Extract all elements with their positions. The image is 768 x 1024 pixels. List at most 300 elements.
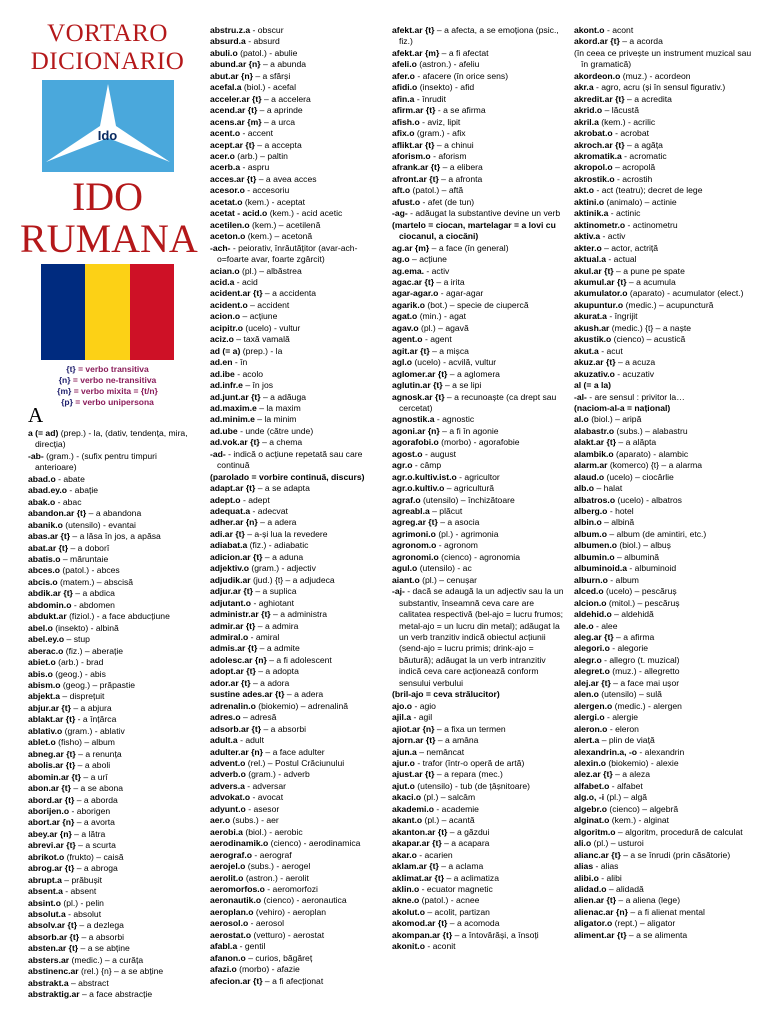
entry-definition: (kem.) - aceptat: [242, 196, 306, 207]
entry-definition: (kem.) - alginat: [609, 815, 670, 826]
dictionary-entry: [210, 277, 386, 288]
entry-definition: – a acredita: [624, 93, 672, 104]
dictionary-entry: [574, 747, 754, 758]
entry-definition: – a afronta: [438, 173, 483, 184]
dictionary-entry: [210, 666, 386, 677]
entry-headword: alen.o: [574, 689, 599, 700]
dictionary-entry: [210, 827, 386, 838]
entry-headword: aeronautik.o: [210, 895, 262, 906]
entry-headword: abandon.ar {t}: [28, 508, 87, 519]
dictionary-entry: [574, 827, 754, 838]
entry-headword: ad.vok.ar {t}: [210, 437, 260, 448]
entry-headword: alergen.o: [574, 700, 613, 711]
entry-definition: (utensilo) – închizătoare: [420, 494, 515, 505]
entry-definition: (medic.) - alergen: [612, 700, 682, 711]
entry-definition: – măruntaie: [60, 553, 109, 564]
dictionary-entry: [574, 392, 754, 403]
dictionary-entry: [574, 918, 754, 929]
entry-definition: - aconit: [424, 941, 456, 952]
entry-definition: – a recunoaște (ca drept sau cercetat): [399, 391, 557, 413]
entry-headword: akar.o: [392, 849, 417, 860]
entry-definition: (pl.) – usturoi: [591, 838, 644, 849]
entry-headword: acetat.o: [210, 196, 243, 207]
entry-definition: (astron.) - afeliu: [416, 59, 480, 70]
entry-definition: - allegro (t. muzical): [601, 654, 680, 665]
entry-headword: acetat - acid.o: [210, 208, 268, 219]
dictionary-entry: [210, 414, 386, 425]
entry-definition: – a se lipi: [442, 380, 482, 391]
dictionary-entry: [574, 414, 754, 425]
entry-definition: (biol.) - acefal: [241, 82, 296, 93]
dictionary-entry: [210, 781, 386, 792]
entry-headword: akropol.o: [574, 162, 613, 173]
dictionary-entry: [574, 621, 754, 632]
entry-headword: aktiv.a: [574, 231, 601, 242]
dictionary-entry: [28, 588, 196, 599]
ido-flag-label: Ido: [97, 128, 118, 143]
dictionary-entry: [574, 815, 754, 826]
entry-definition: - indică o acțiune repetată sau care continuă: [217, 448, 363, 471]
title-vortaro: VORTARO: [47, 20, 168, 47]
legend-row: {t} = verbo transitiva: [66, 364, 149, 374]
entry-definition: – a aprinde: [257, 105, 303, 116]
entry-definition: - agro, acru (și în sensul figurativ.): [593, 82, 726, 93]
flag-stripe-blue: [41, 264, 85, 360]
entry-headword: abism.o: [28, 679, 61, 690]
dictionary-entry: [210, 495, 386, 506]
entry-headword: aeroplan.o: [210, 906, 254, 917]
dictionary-entry: [392, 277, 568, 288]
dictionary-entry: [574, 311, 754, 322]
entry-definition: – abstract: [68, 977, 109, 988]
dictionary-entry: [210, 529, 386, 540]
entry-definition: (pl.) – albăstrea: [239, 265, 302, 276]
entry-headword: aktinometr.o: [574, 219, 626, 230]
entry-headword: abas.ar {t}: [28, 531, 71, 542]
entry-definition: – a fi alienat mental: [627, 906, 705, 917]
entry-definition: – a suplica: [253, 586, 297, 597]
entry-definition: – a acomoda: [447, 918, 500, 929]
entry-definition: – alidadă: [606, 883, 644, 894]
entry-headword: aglutin.ar {t}: [392, 380, 443, 391]
entry-definition: - abdomen: [71, 599, 115, 610]
entry-headword: acend.ar {t}: [210, 105, 258, 116]
entry-headword: agent.o: [392, 334, 423, 345]
entry-definition: - dacă se adaugă la un adjectiv sau la un substantiv, înseamnă ceva care are calitatea respectivă (bel-ajo = lucru frumos; metal-ajo = un lucru din metal); adăugat la un verb tranzitiv indică obiectul acțiunii (send-ajo = lucru primis; drink-ajo = băutură); adăugat la un verb intranzitiv indică ceva care acționează conform sensului verbului: [399, 586, 564, 688]
entry-headword: acceler.ar {t}: [210, 93, 262, 104]
entry-headword: algebr.o: [574, 803, 607, 814]
entry-headword: -ad-: [210, 448, 226, 459]
dictionary-entry: [210, 873, 386, 884]
entry-headword: abcis.o: [28, 576, 58, 587]
entry-definition: – a fi afectat: [439, 47, 489, 58]
entry-headword: agat.o: [392, 311, 418, 322]
dictionary-entry: [574, 838, 754, 849]
dictionary-entry: [28, 920, 196, 931]
entry-definition: (biokemio) - alexie: [606, 758, 679, 768]
dictionary-entry: [574, 632, 754, 643]
entry-definition: – a lătra: [71, 828, 106, 839]
entry-definition: – a administra: [270, 609, 328, 620]
entry-definition: – a asocia: [437, 517, 480, 528]
entry-definition: - asesor: [245, 803, 280, 814]
entry-definition: (insekto) - afid: [417, 82, 475, 93]
entry-headword: albin.o: [574, 517, 602, 528]
dictionary-entry: [210, 712, 386, 723]
entry-headword: ad (= a): [210, 345, 241, 356]
dictionary-entry: [574, 735, 754, 746]
entry-headword: albumen.o: [574, 540, 617, 551]
entry-definition: – a avorta: [74, 817, 115, 828]
entry-definition: - adversar: [244, 780, 286, 791]
entry-definition: – a acumula: [626, 276, 676, 287]
entry-definition: - agio: [412, 700, 436, 711]
dictionary-entry: [210, 735, 386, 746]
dictionary-entry: [392, 575, 568, 586]
dictionary-entry: [574, 117, 754, 128]
dictionary-entry: [28, 714, 196, 725]
entry-headword: albuminoid.a: [574, 563, 627, 574]
entry-headword: absters.ar: [28, 954, 70, 965]
entry-definition: - alergie: [604, 712, 639, 723]
entry-definition: - acrobat: [612, 128, 649, 139]
entry-definition: – plin de viață: [599, 735, 655, 746]
dictionary-entry: [28, 817, 196, 828]
entry-definition: - avocat: [250, 792, 284, 803]
entry-headword: agost.o: [392, 448, 423, 459]
entry-headword: adjektiv.o: [210, 563, 250, 574]
dictionary-entry: [392, 758, 568, 769]
entry-headword: adulter.ar {n}: [210, 746, 264, 757]
entry-headword: agr.o.kultiv.ist.o: [392, 471, 457, 482]
dictionary-entry: [392, 311, 568, 322]
dictionary-entry: [392, 517, 568, 528]
entry-definition: - înrudit: [414, 93, 446, 104]
entry-definition: – a adera: [257, 517, 297, 528]
entry-definition: (patol.) - abces: [60, 565, 120, 576]
entry-definition: (gram.) - adjectiv: [249, 563, 316, 574]
entry-headword: acesor.o: [210, 185, 245, 196]
flag-stripe-red: [130, 264, 174, 360]
dictionary-entry: [28, 531, 196, 542]
entry-headword: akustik.o: [574, 334, 612, 345]
entry-headword: abad.ey.o: [28, 485, 68, 496]
entry-headword: -al-: [574, 391, 587, 402]
column-3: [392, 25, 568, 953]
entry-definition: (utensilo) - ac: [417, 563, 472, 574]
entry-definition: (geog.) - abis: [52, 668, 106, 679]
entry-headword: abord.ar {t}: [28, 794, 75, 805]
dictionary-entry: [574, 804, 754, 815]
entry-definition: – a acapara: [441, 838, 490, 849]
entry-headword: acens.ar {m}: [210, 116, 262, 127]
dictionary-entry: [574, 426, 754, 437]
dictionary-entry: [392, 804, 568, 815]
entry-definition: – a abjura: [71, 702, 112, 713]
entry-definition: - agar-agar: [438, 288, 484, 299]
entry-headword: alg.o, -i: [574, 792, 605, 803]
entry-definition: - adult: [237, 735, 264, 746]
dictionary-entry: [210, 266, 386, 277]
dictionary-entry: [210, 815, 386, 826]
dictionary-entry: [210, 162, 386, 173]
entry-headword: adult.a: [210, 735, 238, 746]
entry-definition: (astron.) - aerolit: [243, 872, 309, 883]
entry-headword: akomod.ar {t}: [392, 918, 448, 929]
entry-definition: - aviz, lipit: [419, 116, 461, 127]
entry-definition: (medic.) – acupunctură: [623, 299, 714, 310]
entry-definition: – a se alimenta: [626, 929, 688, 940]
entry-definition: (cienco) – algebră: [606, 803, 679, 814]
entry-definition: - absolut: [65, 909, 102, 920]
entry-definition: (morbo) - afazie: [236, 964, 300, 975]
dictionary-entry: [574, 369, 754, 380]
dictionary-entry: [392, 346, 568, 357]
entry-headword: akrid.o: [574, 105, 603, 116]
entry-headword: abat.ar {t}: [28, 542, 69, 553]
entry-headword: aborijen.o: [28, 805, 70, 816]
entry-definition: – plăcut: [429, 506, 463, 517]
entry-headword: adjur.ar {t}: [210, 586, 253, 597]
entry-definition: - accesoriu: [244, 185, 290, 196]
entry-headword: abanik.o: [28, 519, 63, 530]
entry-definition: - august: [422, 448, 457, 459]
entry-headword: abey.ar {n}: [28, 828, 72, 839]
dictionary-entry: [392, 712, 568, 723]
dictionary-entry: [210, 792, 386, 803]
dictionary-entry: [210, 598, 386, 609]
entry-headword: aerostat.o: [210, 929, 252, 940]
entry-definition: – a se abține: [78, 943, 130, 954]
entry-headword: abstrakt.a: [28, 977, 69, 988]
entry-definition: (vetturo) - aerostat: [251, 929, 325, 940]
entry-headword: akul.ar {t}: [574, 265, 614, 276]
entry-definition: – algoritm, procedură de calculat: [615, 826, 743, 837]
entry-headword: alez.ar {t}: [574, 769, 613, 780]
dictionary-entry: [392, 82, 568, 93]
entry-headword: alert.a: [574, 735, 600, 746]
entry-headword: alegret.o: [574, 666, 610, 677]
entry-headword: alej.ar {t}: [574, 677, 611, 688]
entry-definition: - acuzativ: [614, 368, 655, 379]
entry-headword: afix.o: [392, 128, 415, 139]
entry-definition: – a aclimatiza: [444, 872, 500, 883]
dictionary-entry: [28, 611, 196, 622]
entry-headword: afish.o: [392, 116, 420, 127]
entry-headword: aktinik.a: [574, 208, 609, 219]
entry-definition: - aghiotant: [251, 597, 295, 608]
dictionary-entry: [574, 174, 754, 185]
dictionary-entry: [210, 804, 386, 815]
entry-headword: (bril-ajo = ceva strălucitor): [392, 689, 500, 700]
dictionary-entry: [392, 300, 568, 311]
entry-definition: – a găzdui: [447, 826, 490, 837]
entry-definition: (min.) - agat: [417, 311, 467, 322]
legend-row: {m} = verbo mixita = {t/n}: [57, 386, 158, 396]
entry-headword: ag.ema.: [392, 265, 425, 276]
entry-definition: (medic.) – a curăța: [69, 954, 144, 965]
entry-definition: – a avea acces: [256, 173, 317, 184]
dictionary-entry: [574, 36, 754, 47]
entry-headword: abad.o: [28, 473, 56, 484]
dictionary-entry: [392, 392, 568, 415]
entry-definition: - afacere (în orice sens): [414, 70, 509, 81]
dictionary-entry: [210, 437, 386, 448]
entry-headword: aerojel.o: [210, 861, 246, 872]
entry-headword: abdik.ar {t}: [28, 588, 73, 599]
entry-definition: – a alăpta: [616, 437, 657, 448]
entry-headword: afabl.a: [210, 941, 238, 952]
entry-headword: aerodinamik.o: [210, 838, 269, 849]
dictionary-entry: [28, 691, 196, 702]
entry-definition: - adecvat: [250, 506, 288, 517]
entry-headword: aktual.a: [574, 254, 607, 265]
dictionary-entry: [574, 460, 754, 471]
entry-definition: - aborigen: [69, 805, 111, 816]
dictionary-entry: [210, 850, 386, 861]
dictionary-entry: [574, 563, 754, 574]
entry-definition: (frukto) – caisă: [64, 851, 124, 862]
dictionary-entry: [210, 563, 386, 574]
entry-headword: aktini.o: [574, 196, 605, 207]
entry-headword: album.o: [574, 528, 607, 539]
entry-definition: (utensilo) - evantai: [62, 519, 136, 530]
entry-definition: – a aborda: [74, 794, 118, 805]
entry-definition: – acțiune: [409, 254, 447, 265]
dictionary-entry: [574, 151, 754, 162]
entry-headword: adres.o: [210, 712, 241, 723]
entry-headword: alabastr.o: [574, 425, 615, 436]
entry-definition: - alias: [593, 861, 619, 872]
entry-headword: agoni.ar {n}: [392, 425, 440, 436]
section-letter: A: [28, 403, 44, 427]
entry-definition: – a urca: [261, 116, 296, 127]
entry-definition: (cienco) - aeronautica: [261, 895, 347, 906]
entry-headword: alergi.o: [574, 712, 605, 723]
dictionary-entry: [28, 634, 196, 645]
entry-headword: abiet.o: [28, 657, 56, 668]
entry-definition: – a afirma: [613, 632, 655, 643]
entry-definition: – nemâncat: [416, 746, 465, 757]
dictionary-entry: [574, 82, 754, 93]
entry-headword: akant.o: [392, 815, 423, 826]
entry-headword: ajorn.ar {t}: [392, 735, 436, 746]
entry-headword: afeli.o: [392, 59, 417, 70]
dictionary-entry: [210, 769, 386, 780]
entry-headword: agul.o: [392, 563, 418, 574]
entry-definition: - trafor (într-o operă de artă): [414, 758, 525, 768]
entry-definition: - acut: [598, 345, 623, 356]
entry-headword: akuzativ.o: [574, 368, 615, 379]
entry-definition: - act (teatru); decret de lege: [594, 185, 703, 196]
entry-definition: (cienco) - aerodinamica: [268, 838, 361, 849]
entry-headword: adapt.ar {t}: [210, 483, 256, 494]
entry-headword: agit.ar {t}: [392, 345, 430, 356]
dictionary-entry: [392, 117, 568, 128]
dictionary-entry: [574, 540, 754, 551]
dictionary-entry: [392, 449, 568, 460]
entry-headword: ad.junt.ar {t}: [210, 391, 261, 402]
dictionary-entry: [28, 474, 196, 485]
entry-definition: (ucelo) – pescăruș: [603, 586, 677, 597]
cover-block: [20, 20, 198, 408]
dictionary-entry: [574, 689, 754, 700]
entry-definition: - amiral: [248, 632, 280, 643]
entry-definition: - absent: [62, 886, 97, 897]
entry-definition: - alee: [593, 620, 618, 631]
entry-definition: – curios, băgăreț: [245, 952, 313, 963]
entry-headword: abis.o: [28, 668, 53, 679]
entry-definition: (ucelo) – ciocârlie: [604, 471, 674, 482]
entry-definition: - peiorativ, înrăutățitor (avar-ach-o=foarte avar, foarte zgârcit): [217, 242, 358, 265]
entry-headword: adept.o: [210, 494, 241, 505]
dictionary-entry: [392, 128, 568, 139]
entry-headword: akapar.ar {t}: [392, 838, 442, 849]
entry-headword: ad.infr.e: [210, 380, 243, 391]
entry-definition: – a lăsa în jos, a apăsa: [70, 531, 161, 542]
dictionary-entry: [392, 334, 568, 345]
entry-definition: – lăcustă: [602, 105, 639, 116]
entry-definition: - agricultor: [456, 471, 500, 482]
entry-definition: – a sfârși: [252, 70, 291, 81]
entry-definition: (ucelo) - acvilă, vultur: [412, 357, 497, 368]
entry-definition: – halat: [594, 483, 623, 494]
dictionary-entry: [392, 197, 568, 208]
dictionary-entry: [392, 735, 568, 746]
entry-definition: - agent: [422, 334, 452, 345]
flag-stripe-yellow: [85, 264, 129, 360]
dictionary-entry: [392, 25, 568, 48]
entry-headword: alegr.o: [574, 654, 602, 665]
entry-definition: (pl.) – algă: [604, 792, 648, 803]
entry-headword: akrobat.o: [574, 128, 613, 139]
dictionary-entry: [210, 36, 386, 47]
dictionary-entry: [210, 941, 386, 952]
dictionary-entry: [574, 380, 754, 391]
entry-definition: - accent: [240, 128, 274, 139]
entry-definition: – actor, actriță: [601, 242, 659, 253]
dictionary-entry: [574, 288, 754, 299]
entry-headword: alexandrin.a, -o: [574, 746, 638, 757]
dictionary-entry: [210, 540, 386, 551]
entry-definition: – a acorda: [619, 36, 663, 47]
entry-headword: alaud.o: [574, 471, 605, 482]
entry-headword: abort.ar {n}: [28, 817, 75, 828]
legend-row: {p} = verbo unipersona: [61, 397, 154, 407]
entry-definition: – a fi afecționat: [262, 975, 324, 986]
dictionary-entry: [392, 48, 568, 59]
dictionary-entry: [28, 657, 196, 668]
dictionary-entry: [28, 508, 196, 519]
entry-headword: acid.a: [210, 276, 235, 287]
entry-definition: – aldehidă: [611, 609, 654, 620]
dictionary-entry: [210, 311, 386, 322]
entry-headword: aliment.ar {t}: [574, 929, 627, 940]
entry-definition: - actinometru: [625, 219, 678, 230]
entry-definition: (aparato) - acumulator (elect.): [627, 288, 744, 299]
entry-definition: (utensilo) – sulă: [598, 689, 662, 700]
entry-headword: abjekt.a: [28, 691, 61, 702]
entry-headword: agronomi.o: [392, 551, 439, 562]
entry-definition: - abație: [67, 485, 99, 496]
dictionary-entry: [210, 105, 386, 116]
dictionary-entry: [210, 357, 386, 368]
dictionary-entry: [392, 838, 568, 849]
entry-definition: (muz.) - acordeon: [620, 70, 691, 81]
entry-definition: – a face (în general): [429, 242, 509, 253]
dictionary-entry: [574, 495, 754, 506]
dictionary-entry: [28, 554, 196, 565]
